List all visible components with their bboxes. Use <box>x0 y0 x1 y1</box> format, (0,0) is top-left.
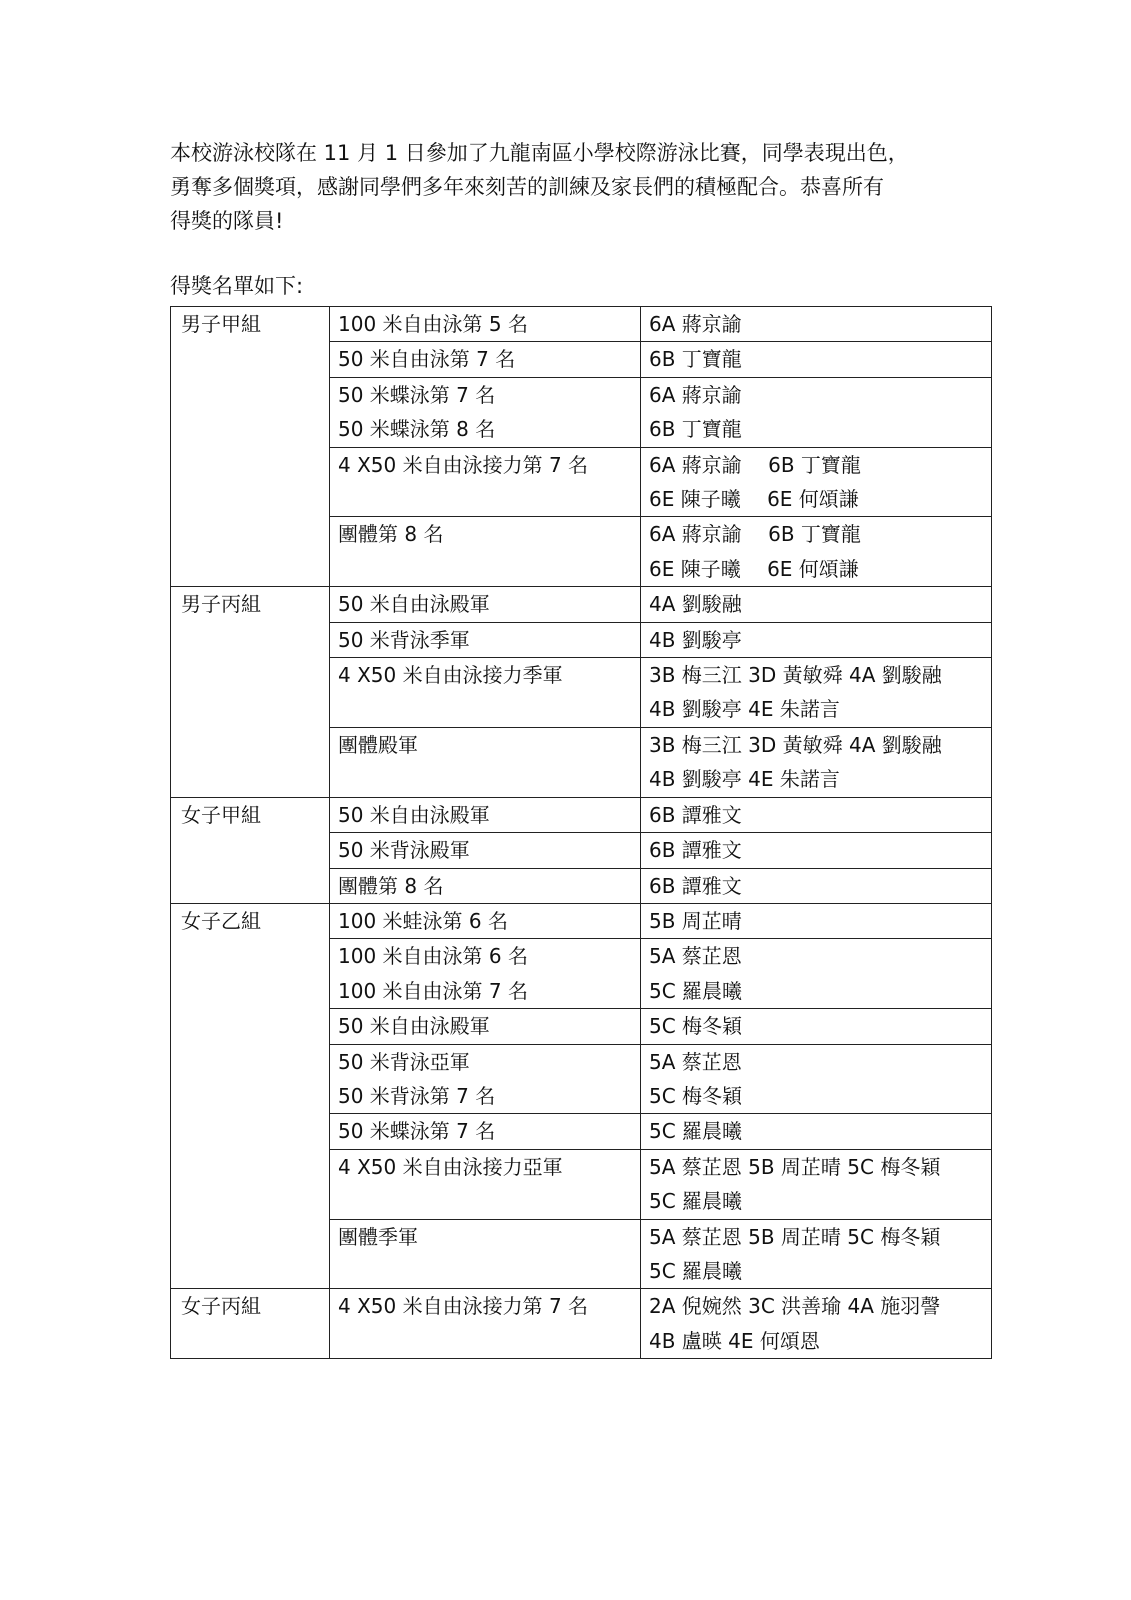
event-label: 團體第 8 名 <box>338 873 444 898</box>
winner-names: 3B 梅三江 3D 黃敏舜 4A 劉駿融 <box>649 663 942 688</box>
winners-cell <box>641 868 992 903</box>
event-cell <box>330 1114 641 1149</box>
winner-names: 5C 梅冬穎 <box>649 1083 743 1108</box>
winners-cell <box>641 1009 992 1044</box>
event-label: 團體季軍 <box>338 1224 418 1249</box>
winners-cell <box>641 1149 992 1219</box>
event-cell <box>330 342 641 377</box>
winners-cell <box>641 447 992 517</box>
group-name-cell: 女子丙組 <box>171 1289 330 1359</box>
event-label: 50 米背泳季軍 <box>338 627 470 652</box>
winners-cell <box>641 658 992 728</box>
winner-names: 4A 劉駿融 <box>649 592 742 617</box>
winners-cell <box>641 342 992 377</box>
winner-names: 5C 梅冬穎 <box>649 1014 743 1039</box>
winner-names: 4B 劉駿亭 4E 朱諾言 <box>649 697 840 722</box>
intro-paragraph <box>170 136 970 238</box>
winner-names: 3B 梅三江 3D 黃敏舜 4A 劉駿融 <box>649 732 942 757</box>
winners-cell <box>641 587 992 622</box>
intro-line: 本校游泳校隊在 11 月 1 日參加了九龍南區小學校際游泳比賽，同學表現出色， <box>170 141 909 165</box>
event-cell <box>330 868 641 903</box>
winner-names: 4B 劉駿亭 4E 朱諾言 <box>649 767 840 792</box>
table-row <box>171 903 992 938</box>
winner-names: 5C 羅晨曦 <box>649 1119 743 1144</box>
event-cell <box>330 939 641 1009</box>
winner-names: 6A 蔣京諭 6B 丁寶龍 <box>649 452 861 477</box>
intro-line: 勇奪多個獎項，感謝同學們多年來刻苦的訓練及家長們的積極配合。恭喜所有 <box>170 175 884 199</box>
winner-names: 6E 陳子曦 6E 何頌謙 <box>649 487 859 512</box>
event-cell <box>330 1044 641 1114</box>
winner-names: 5B 周芷晴 <box>649 908 742 933</box>
event-label: 50 米蝶泳第 7 名 <box>338 1119 496 1144</box>
event-cell <box>330 658 641 728</box>
event-label: 50 米背泳亞軍 <box>338 1049 470 1074</box>
winners-cell <box>641 833 992 868</box>
event-label: 50 米蝶泳第 7 名 <box>338 382 496 407</box>
winners-cell <box>641 377 992 447</box>
winners-cell <box>641 797 992 832</box>
event-cell <box>330 622 641 657</box>
winner-names: 5A 蔡芷恩 <box>649 1049 742 1074</box>
winner-names: 6B 譚雅文 <box>649 802 742 827</box>
winners-cell <box>641 307 992 342</box>
winner-names: 5A 蔡芷恩 5B 周芷晴 5C 梅冬穎 <box>649 1154 941 1179</box>
winners-cell <box>641 1044 992 1114</box>
event-label: 4 X50 米自由泳接力第 7 名 <box>338 1294 589 1319</box>
event-label: 50 米自由泳殿軍 <box>338 1014 490 1039</box>
event-label: 100 米蛙泳第 6 名 <box>338 908 508 933</box>
winner-names: 6A 蔣京諭 <box>649 312 742 336</box>
event-cell <box>330 727 641 797</box>
winner-names: 4B 盧暎 4E 何頌恩 <box>649 1328 820 1353</box>
group-name-cell: 女子乙組 <box>171 903 330 1288</box>
event-label: 50 米背泳第 7 名 <box>338 1083 496 1108</box>
winner-names: 6B 丁寶龍 <box>649 417 742 442</box>
event-label: 50 米蝶泳第 8 名 <box>338 417 496 442</box>
event-cell <box>330 587 641 622</box>
winner-names: 5C 羅晨曦 <box>649 978 743 1003</box>
event-label: 50 米自由泳第 7 名 <box>338 347 516 372</box>
winner-names: 6A 蔣京諭 6B 丁寶龍 <box>649 522 861 547</box>
awards-table <box>170 306 992 1359</box>
group-name-cell: 男子甲組 <box>171 307 330 587</box>
winner-names: 5A 蔡芷恩 5B 周芷晴 5C 梅冬穎 <box>649 1224 941 1249</box>
event-label: 4 X50 米自由泳接力第 7 名 <box>338 452 589 477</box>
awards-table-body <box>171 307 992 1359</box>
event-label: 100 米自由泳第 7 名 <box>338 978 528 1003</box>
event-label: 100 米自由泳第 5 名 <box>338 312 528 336</box>
event-cell <box>330 1219 641 1289</box>
table-row <box>171 797 992 832</box>
winner-names: 2A 倪婉然 3C 洪善瑜 4A 施羽謦 <box>649 1294 941 1319</box>
winners-cell <box>641 939 992 1009</box>
winners-cell <box>641 903 992 938</box>
event-cell <box>330 797 641 832</box>
event-cell <box>330 377 641 447</box>
winner-names: 5A 蔡芷恩 <box>649 944 742 969</box>
event-cell <box>330 833 641 868</box>
winner-names: 5C 羅晨曦 <box>649 1189 743 1214</box>
winners-cell <box>641 727 992 797</box>
event-label: 4 X50 米自由泳接力季軍 <box>338 663 563 688</box>
table-row <box>171 1289 992 1359</box>
winner-names: 5C 羅晨曦 <box>649 1258 743 1283</box>
event-label: 4 X50 米自由泳接力亞軍 <box>338 1154 563 1179</box>
group-name-cell: 女子甲組 <box>171 797 330 903</box>
event-cell <box>330 903 641 938</box>
winners-cell <box>641 1219 992 1289</box>
table-row <box>171 587 992 622</box>
event-label: 50 米自由泳殿軍 <box>338 802 490 827</box>
event-label: 50 米自由泳殿軍 <box>338 592 490 617</box>
event-label: 團體第 8 名 <box>338 522 444 547</box>
winner-names: 6B 丁寶龍 <box>649 347 742 372</box>
winner-names: 6E 陳子曦 6E 何頌謙 <box>649 556 859 581</box>
event-label: 100 米自由泳第 6 名 <box>338 944 528 969</box>
winner-names: 6B 譚雅文 <box>649 838 742 863</box>
winner-names: 4B 劉駿亭 <box>649 627 742 652</box>
event-label: 團體殿軍 <box>338 732 418 757</box>
winners-cell <box>641 622 992 657</box>
winner-names: 6A 蔣京諭 <box>649 382 742 407</box>
intro-line: 得獎的隊員! <box>170 209 284 233</box>
event-cell <box>330 517 641 587</box>
event-cell <box>330 1289 641 1359</box>
winners-cell <box>641 1114 992 1149</box>
event-cell <box>330 1009 641 1044</box>
winners-cell <box>641 517 992 587</box>
event-cell <box>330 1149 641 1219</box>
table-row <box>171 307 992 342</box>
group-name-cell: 男子丙組 <box>171 587 330 797</box>
event-label: 50 米背泳殿軍 <box>338 838 470 863</box>
winner-names: 6B 譚雅文 <box>649 873 742 898</box>
event-cell <box>330 307 641 342</box>
award-list-heading: 得獎名單如下: <box>170 274 304 298</box>
event-cell <box>330 447 641 517</box>
winners-cell <box>641 1289 992 1359</box>
